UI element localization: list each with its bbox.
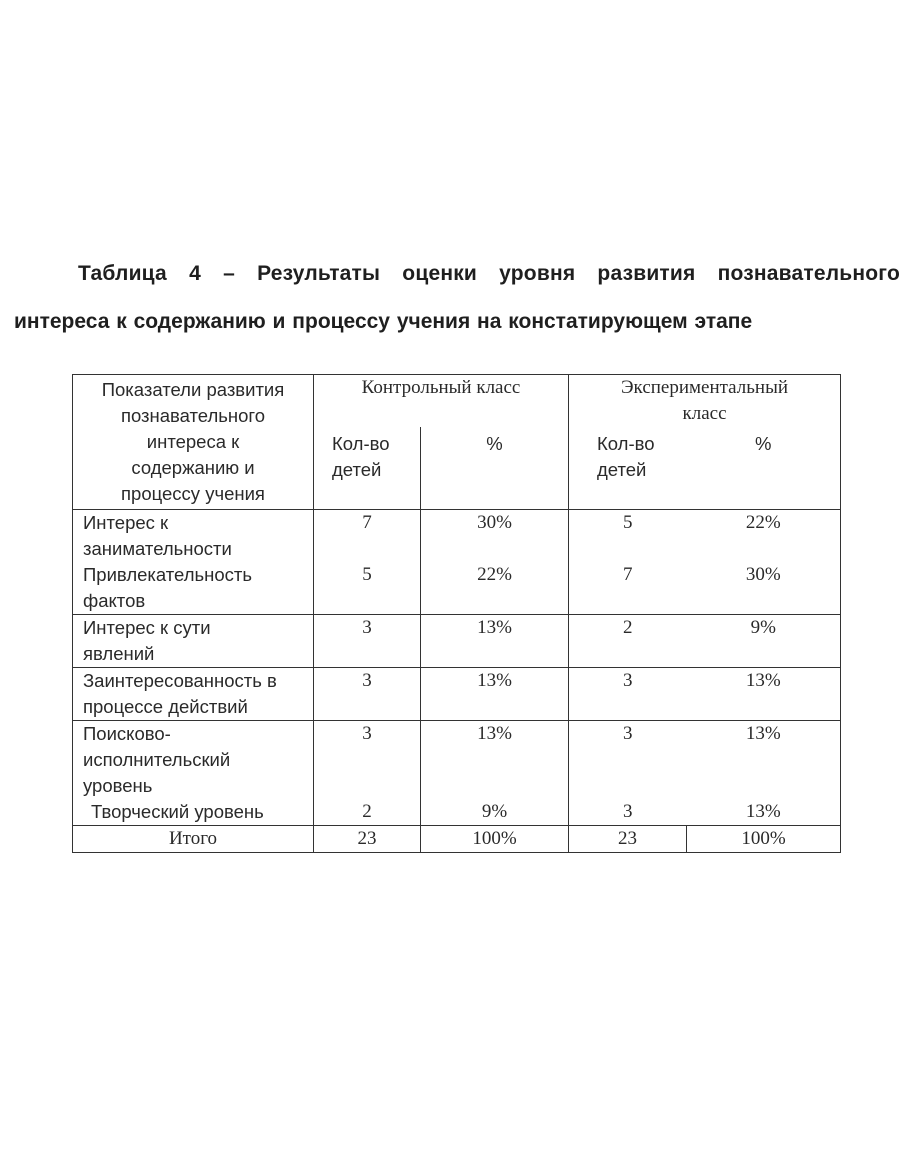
table-caption — [14, 250, 900, 346]
value: 3 — [362, 723, 372, 744]
indicator-cell — [73, 668, 314, 721]
experimental-percent-cell — [687, 721, 841, 826]
indicator-label: Творческий уровень — [91, 801, 264, 822]
results-table — [72, 374, 841, 853]
value: 9% — [750, 617, 776, 638]
value: 3 — [362, 617, 372, 638]
experimental-count-cell — [569, 510, 687, 615]
experimental-count-header — [569, 427, 687, 510]
experimental-percent-header — [687, 427, 841, 510]
value: 7 — [623, 564, 633, 585]
value: 9% — [481, 801, 508, 822]
indicator-label: Заинтересованность в — [83, 670, 277, 691]
indicator-label: процессе действий — [83, 696, 248, 717]
count-header-line: детей — [332, 459, 382, 480]
experimental-count-cell — [569, 721, 687, 826]
value: 13% — [477, 617, 512, 638]
value: 5 — [623, 512, 633, 533]
table-row — [73, 510, 841, 615]
indicator-label: Интерес к сути — [83, 617, 211, 638]
indicator-header-line: Показатели развития — [101, 379, 285, 400]
total-label: Итого — [73, 826, 314, 853]
indicator-header-line: познавательного — [120, 405, 266, 426]
experimental-class-label: класс — [682, 403, 727, 424]
control-count-cell — [314, 615, 421, 668]
control-count-cell — [314, 510, 421, 615]
indicator-label: занимательности — [83, 538, 232, 559]
caption-line-2: интереса к содержанию и процессу учения на констатирующем этапе — [14, 310, 753, 333]
control-percent-cell — [421, 615, 569, 668]
indicator-header-line: содержанию и — [131, 457, 255, 478]
indicator-label: Поисково- — [83, 723, 171, 744]
indicator-cell — [73, 615, 314, 668]
table-row — [73, 668, 841, 721]
indicator-label: Интерес к — [83, 512, 169, 533]
indicator-label: явлений — [83, 643, 155, 664]
value: 13% — [745, 723, 781, 744]
experimental-count-cell — [569, 615, 687, 668]
indicator-header — [73, 375, 314, 510]
control-percent-cell — [421, 510, 569, 615]
total-control-percent: 100% — [421, 826, 569, 853]
experimental-count-cell — [569, 668, 687, 721]
percent-header-label: % — [486, 433, 503, 454]
value: 22% — [477, 564, 512, 585]
value: 2 — [623, 617, 633, 638]
experimental-class-label: Экспериментальный — [621, 377, 789, 398]
experimental-percent-cell — [687, 510, 841, 615]
indicator-label: уровень — [83, 775, 153, 796]
indicator-header-line: процессу учения — [121, 483, 265, 504]
caption-line-1: Таблица 4 – Результаты оценки уровня развития познавательного — [78, 262, 900, 285]
value: 13% — [477, 723, 512, 744]
control-class-header — [314, 375, 569, 428]
value: 13% — [745, 801, 781, 822]
value: 13% — [477, 670, 512, 691]
value: 2 — [362, 801, 372, 822]
indicator-cell — [73, 721, 314, 826]
experimental-class-header — [569, 375, 841, 428]
value: 30% — [745, 564, 781, 585]
control-class-label: Контрольный класс — [361, 377, 521, 398]
count-header-line: Кол-во — [597, 433, 655, 454]
value: 7 — [362, 512, 372, 533]
table-row — [73, 615, 841, 668]
control-count-cell — [314, 668, 421, 721]
value: 13% — [745, 670, 781, 691]
count-header-line: детей — [597, 459, 647, 480]
count-header-line: Кол-во — [332, 433, 390, 454]
total-experimental-percent: 100% — [687, 826, 841, 853]
total-experimental-count: 23 — [569, 826, 687, 853]
total-control-count: 23 — [314, 826, 421, 853]
table-row — [73, 721, 841, 826]
value: 3 — [623, 801, 633, 822]
value: 3 — [623, 723, 633, 744]
indicator-header-line: интереса к — [146, 431, 240, 452]
header-row-1 — [73, 375, 841, 428]
indicator-label: исполнительский — [83, 749, 231, 770]
control-percent-cell — [421, 668, 569, 721]
indicator-cell — [73, 510, 314, 615]
control-percent-cell — [421, 721, 569, 826]
experimental-percent-cell — [687, 615, 841, 668]
value: 22% — [745, 512, 781, 533]
control-percent-header — [421, 427, 569, 510]
control-count-cell — [314, 721, 421, 826]
total-row — [73, 826, 841, 853]
percent-header-label: % — [755, 433, 772, 454]
indicator-label: Привлекательность — [83, 564, 253, 585]
indicator-label: фактов — [83, 590, 146, 611]
value: 30% — [477, 512, 512, 533]
experimental-percent-cell — [687, 668, 841, 721]
control-count-header — [314, 427, 421, 510]
value: 3 — [362, 670, 372, 691]
value: 5 — [362, 564, 372, 585]
value: 3 — [623, 670, 633, 691]
